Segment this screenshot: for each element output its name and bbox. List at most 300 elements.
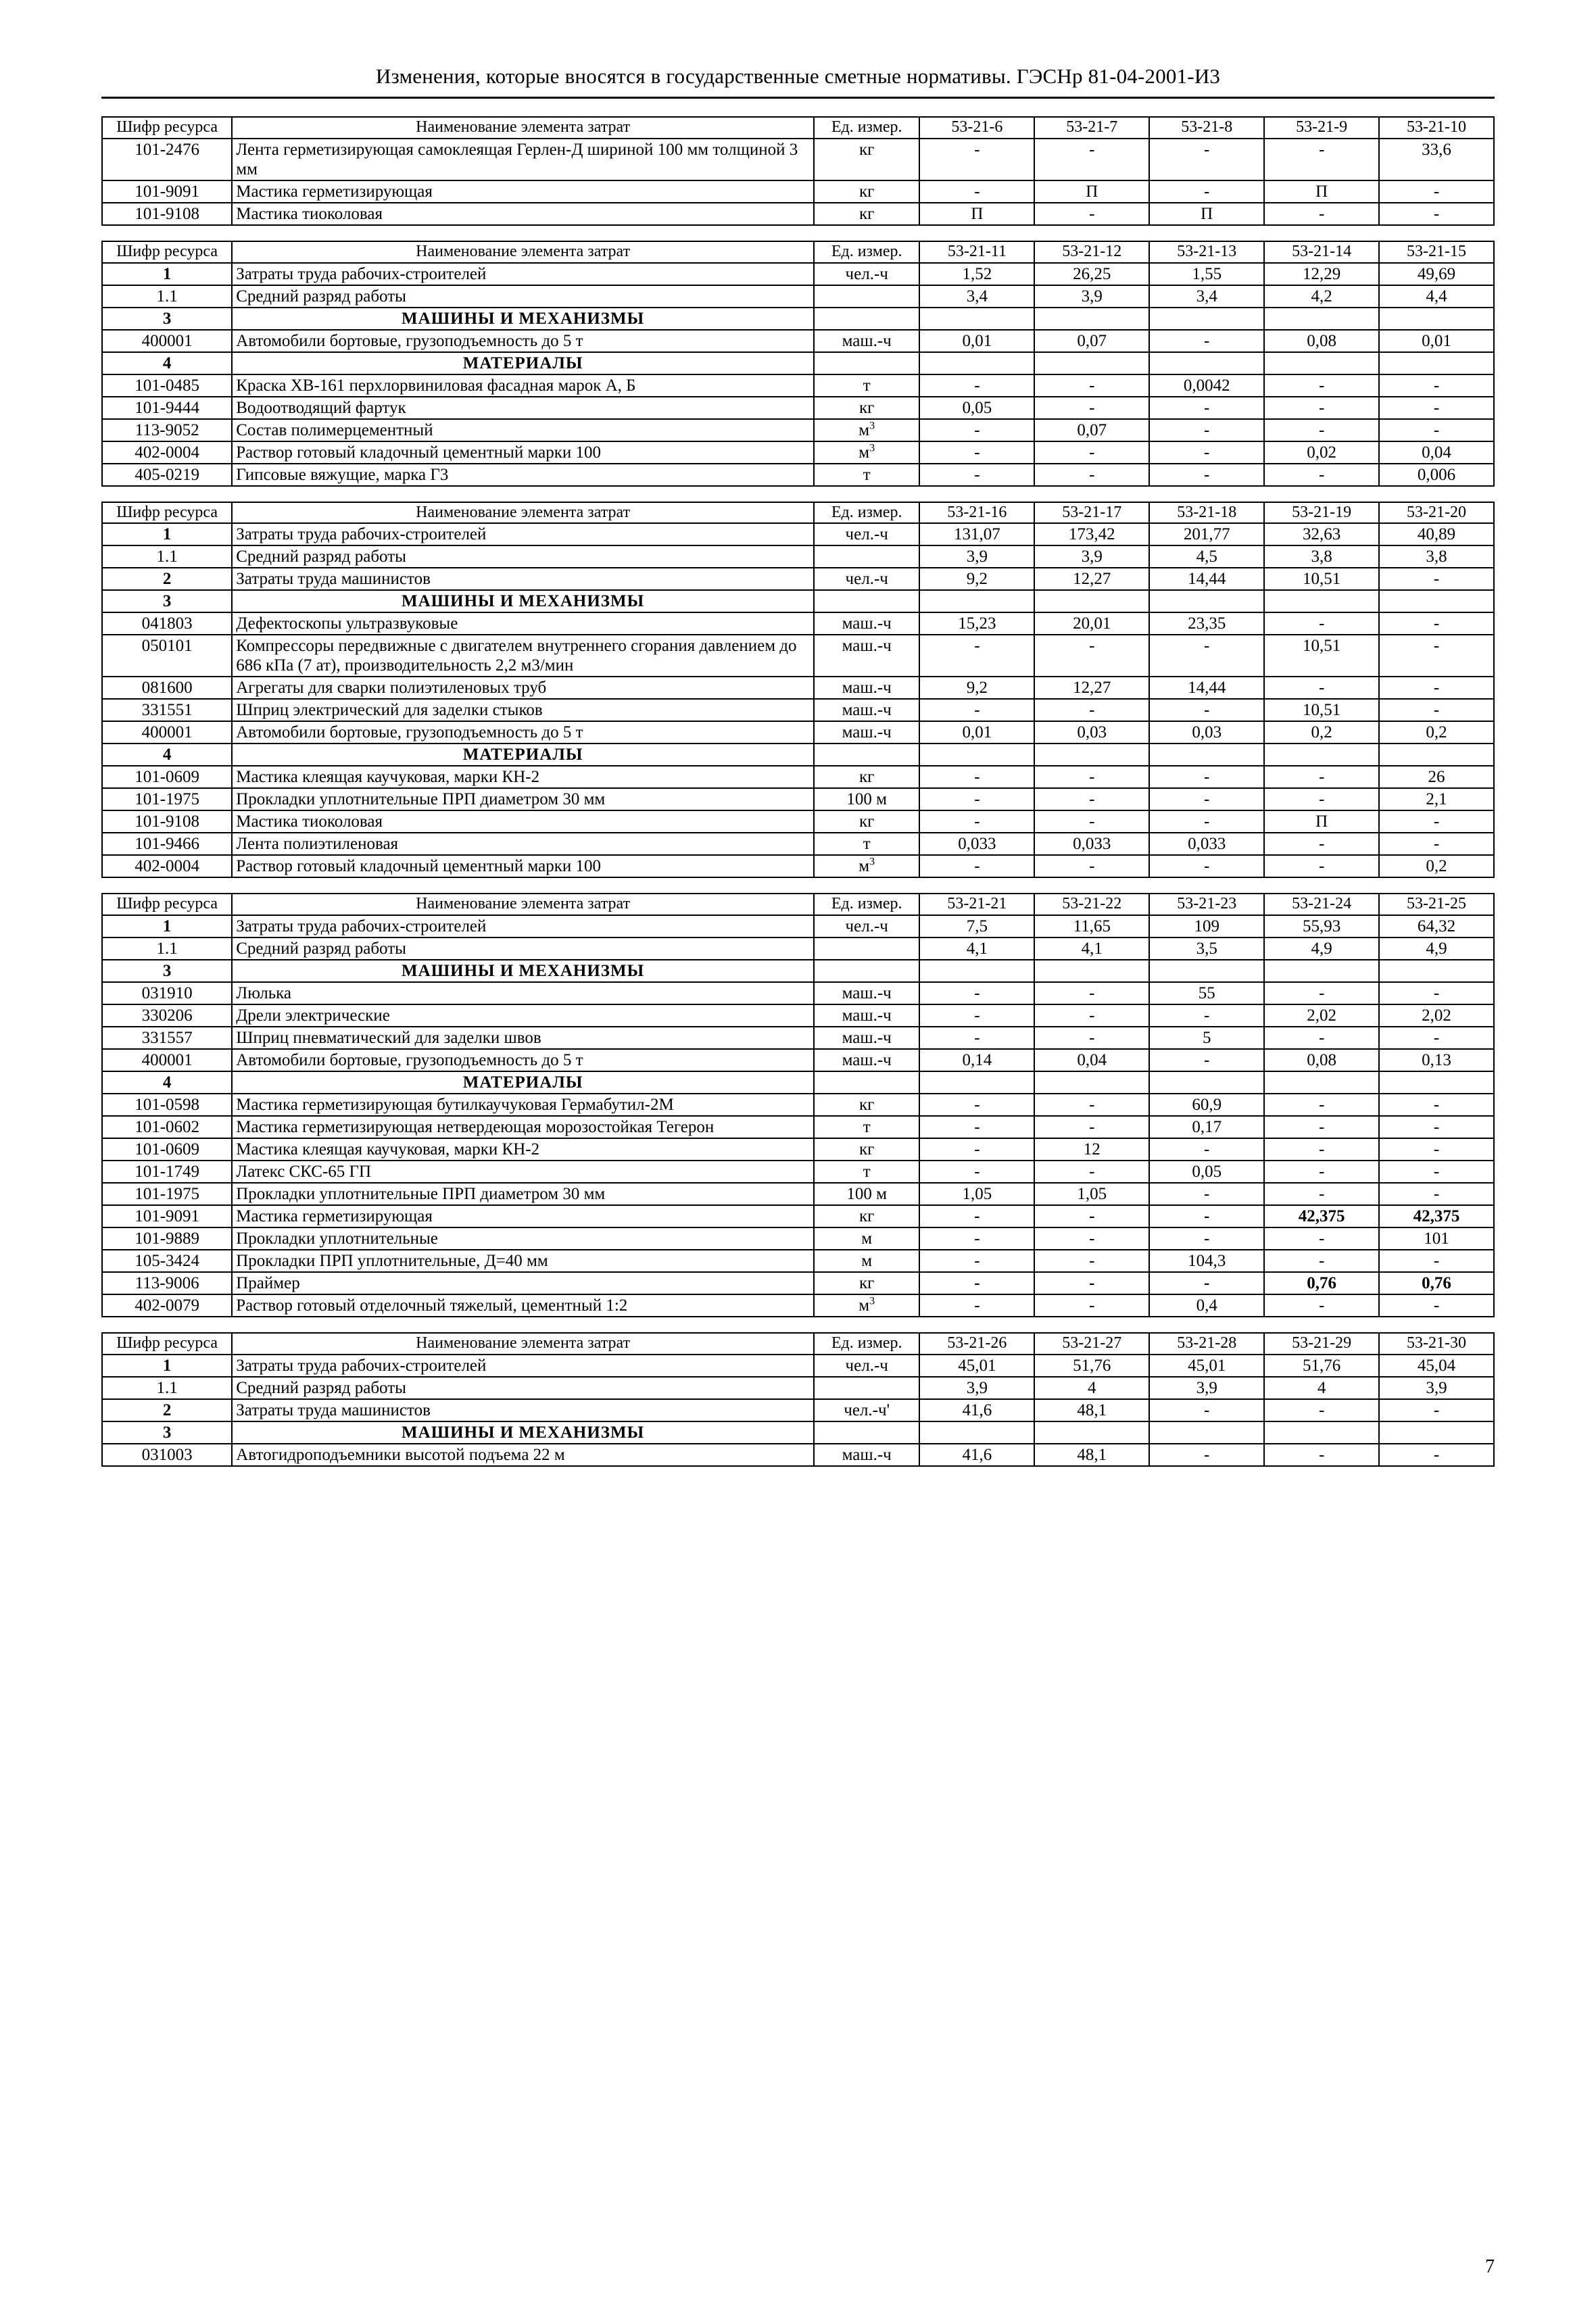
cell-value: 0,4: [1149, 1294, 1264, 1317]
cell-resource-name: Затраты труда рабочих-строителей: [232, 915, 814, 937]
cell-value: -: [1379, 833, 1494, 855]
cell-value: 0,08: [1264, 1049, 1379, 1071]
table-row: [102, 374, 1494, 397]
cell-value: 15,23: [919, 612, 1034, 635]
cell-resource-name: Автомобили бортовые, грузоподъемность до 5 т: [232, 721, 814, 744]
cell-resource-code: 402-0004: [102, 855, 232, 877]
cell-value: 45,01: [1149, 1355, 1264, 1377]
cell-value: 0,2: [1379, 855, 1494, 877]
cell-value: 64,32: [1379, 915, 1494, 937]
cell-resource-code: 1: [102, 915, 232, 937]
table-row: [102, 419, 1494, 441]
cell-value: -: [919, 788, 1034, 810]
cell-value: -: [1149, 1138, 1264, 1161]
cell-value: 0,03: [1149, 721, 1264, 744]
cell-resource-name: Дрели электрические: [232, 1004, 814, 1027]
cell-value: 173,42: [1034, 523, 1149, 545]
cell-resource-name: Лента герметизирующая самоклеящая Герлен-Д шириной 100 мм толщиной 3 мм: [232, 139, 814, 180]
cell-value: 109: [1149, 915, 1264, 937]
cell-value: 4,1: [1034, 937, 1149, 960]
table-row: [102, 1094, 1494, 1116]
cell-value: -: [1264, 1138, 1379, 1161]
cell-value: [1034, 1421, 1149, 1444]
cell-unit: маш.-ч: [814, 1004, 919, 1027]
cell-value: 33,6: [1379, 139, 1494, 180]
cell-resource-name: Затраты труда рабочих-строителей: [232, 523, 814, 545]
cell-resource-code: 101-9466: [102, 833, 232, 855]
cell-resource-code: 101-0609: [102, 1138, 232, 1161]
cell-value: [1264, 308, 1379, 330]
table-row: [102, 635, 1494, 677]
cell-resource-name: Латекс СКС-65 ГП: [232, 1161, 814, 1183]
column-header-unit: Ед. измер.: [814, 117, 919, 139]
cell-resource-code: 330206: [102, 1004, 232, 1027]
cell-unit: [814, 545, 919, 568]
cell-value: 0,07: [1034, 419, 1149, 441]
cell-value: 0,17: [1149, 1116, 1264, 1138]
table-row: [102, 1272, 1494, 1294]
cell-resource-code: 2: [102, 568, 232, 590]
cell-value: -: [1379, 1444, 1494, 1466]
cell-value: -: [1034, 766, 1149, 788]
cell-resource-code: 331557: [102, 1027, 232, 1049]
column-header-norm: 53-21-12: [1034, 241, 1149, 263]
cell-value: [1149, 960, 1264, 982]
cell-resource-code: 101-9108: [102, 810, 232, 833]
cell-resource-code: 3: [102, 590, 232, 612]
cell-value: -: [1379, 612, 1494, 635]
cell-resource-name: Прокладки ПРП уплотнительные, Д=40 мм: [232, 1250, 814, 1272]
cell-resource-name: Шприц электрический для заделки стыков: [232, 699, 814, 721]
cell-value: 0,13: [1379, 1049, 1494, 1071]
cell-value: 3,9: [1149, 1377, 1264, 1399]
cell-value: -: [1264, 1116, 1379, 1138]
table-row: [102, 1116, 1494, 1138]
table-row: [102, 766, 1494, 788]
cell-value: -: [1264, 766, 1379, 788]
cell-value: -: [1379, 1138, 1494, 1161]
cell-value: -: [1034, 1294, 1149, 1317]
cell-resource-code: 4: [102, 744, 232, 766]
cell-value: 9,2: [919, 568, 1034, 590]
table-row: [102, 915, 1494, 937]
cell-value: 1,55: [1149, 263, 1264, 285]
cell-value: 45,01: [919, 1355, 1034, 1377]
table-row: [102, 721, 1494, 744]
cell-value: [1149, 744, 1264, 766]
cell-unit: т: [814, 374, 919, 397]
column-header-unit: Ед. измер.: [814, 241, 919, 263]
cell-section-title: МАШИНЫ И МЕХАНИЗМЫ: [232, 1421, 814, 1444]
cell-value: -: [1264, 1294, 1379, 1317]
cell-resource-code: 402-0079: [102, 1294, 232, 1317]
cell-value: -: [1034, 1227, 1149, 1250]
cell-value: [1264, 960, 1379, 982]
cell-resource-code: 041803: [102, 612, 232, 635]
resource-table: [101, 241, 1495, 487]
cell-resource-name: Прокладки уплотнительные ПРП диаметром 30 мм: [232, 788, 814, 810]
cell-value: -: [1149, 180, 1264, 203]
cell-unit: [814, 1377, 919, 1399]
table-row: [102, 464, 1494, 486]
table-row: [102, 180, 1494, 203]
cell-value: -: [919, 1116, 1034, 1138]
table-header-row: [102, 502, 1494, 524]
column-header-norm: 53-21-6: [919, 117, 1034, 139]
table-row: [102, 523, 1494, 545]
cell-value: -: [1034, 1116, 1149, 1138]
table-row: [102, 397, 1494, 419]
cell-value: -: [1034, 1272, 1149, 1294]
column-header-norm: 53-21-27: [1034, 1333, 1149, 1355]
cell-resource-name: Мастика тиоколовая: [232, 810, 814, 833]
cell-resource-code: 113-9052: [102, 419, 232, 441]
cell-resource-name: Средний разряд работы: [232, 937, 814, 960]
column-header-norm: 53-21-16: [919, 502, 1034, 524]
cell-resource-name: Средний разряд работы: [232, 545, 814, 568]
cell-value: 3,9: [919, 545, 1034, 568]
resource-table: [101, 1332, 1495, 1467]
column-header-norm: 53-21-28: [1149, 1333, 1264, 1355]
cell-value: -: [1379, 982, 1494, 1004]
cell-value: -: [1034, 810, 1149, 833]
cell-value: -: [1149, 1004, 1264, 1027]
cell-value: 0,01: [1379, 330, 1494, 352]
cell-value: 0,01: [919, 330, 1034, 352]
column-header-norm: 53-21-17: [1034, 502, 1149, 524]
table-row: [102, 285, 1494, 308]
cell-resource-code: 2: [102, 1399, 232, 1421]
cell-resource-name: Мастика герметизирующая: [232, 1205, 814, 1227]
column-header-norm: 53-21-30: [1379, 1333, 1494, 1355]
table-row: [102, 699, 1494, 721]
table-header-row: [102, 1333, 1494, 1355]
cell-value: 14,44: [1149, 677, 1264, 699]
cell-section-title: МАТЕРИАЛЫ: [232, 352, 814, 374]
cell-resource-name: Затраты труда рабочих-строителей: [232, 1355, 814, 1377]
cell-unit: маш.-ч: [814, 635, 919, 677]
cell-unit: [814, 1421, 919, 1444]
cell-value: 10,51: [1264, 699, 1379, 721]
cell-value: 26: [1379, 766, 1494, 788]
table-row: [102, 1138, 1494, 1161]
resource-table: [101, 502, 1495, 879]
column-header-norm: 53-21-24: [1264, 894, 1379, 915]
cell-unit: [814, 744, 919, 766]
cell-value: -: [1264, 1161, 1379, 1183]
cell-value: 12,27: [1034, 677, 1149, 699]
column-header-unit: Ед. измер.: [814, 894, 919, 915]
cell-value: -: [919, 635, 1034, 677]
cell-unit: $м^3$: [814, 855, 919, 877]
cell-resource-name: Затраты труда машинистов: [232, 1399, 814, 1421]
cell-resource-code: 1.1: [102, 545, 232, 568]
cell-value: 0,033: [1149, 833, 1264, 855]
cell-value: 0,2: [1264, 721, 1379, 744]
cell-unit: [814, 937, 919, 960]
cell-resource-code: 101-1975: [102, 788, 232, 810]
cell-value: П: [1149, 203, 1264, 225]
cell-value: [1264, 1421, 1379, 1444]
cell-value: [1264, 1071, 1379, 1094]
cell-value: 7,5: [919, 915, 1034, 937]
cell-unit: кг: [814, 139, 919, 180]
cell-value: -: [919, 139, 1034, 180]
cell-value: -: [919, 982, 1034, 1004]
cell-value: 41,6: [919, 1444, 1034, 1466]
table-row: [102, 1027, 1494, 1049]
table-row: [102, 568, 1494, 590]
cell-value: 12: [1034, 1138, 1149, 1161]
cell-value: 3,5: [1149, 937, 1264, 960]
cell-resource-name: Автогидроподъемники высотой подъема 22 м: [232, 1444, 814, 1466]
header-divider: [101, 97, 1495, 99]
cell-value: 10,51: [1264, 635, 1379, 677]
cell-resource-name: Автомобили бортовые, грузоподъемность до 5 т: [232, 330, 814, 352]
cell-value: 0,02: [1264, 441, 1379, 464]
cell-resource-name: Затраты труда рабочих-строителей: [232, 263, 814, 285]
cell-value: 0,033: [919, 833, 1034, 855]
table-row: [102, 139, 1494, 180]
cell-unit: кг: [814, 1094, 919, 1116]
cell-value: 0,14: [919, 1049, 1034, 1071]
cell-value: [1264, 744, 1379, 766]
table-row: [102, 1049, 1494, 1071]
cell-resource-code: 3: [102, 308, 232, 330]
cell-value: 4,9: [1264, 937, 1379, 960]
cell-unit: [814, 352, 919, 374]
cell-value: -: [1379, 1161, 1494, 1183]
cell-value: -: [919, 374, 1034, 397]
cell-value: -: [1379, 635, 1494, 677]
cell-value: -: [1379, 1094, 1494, 1116]
cell-value: -: [919, 1205, 1034, 1227]
cell-value: -: [1034, 1250, 1149, 1272]
cell-value: -: [1379, 1183, 1494, 1205]
cell-value: -: [1264, 1027, 1379, 1049]
column-header-norm: 53-21-29: [1264, 1333, 1379, 1355]
cell-value: [919, 352, 1034, 374]
cell-unit: [814, 308, 919, 330]
cell-resource-code: 101-1975: [102, 1183, 232, 1205]
cell-resource-code: 081600: [102, 677, 232, 699]
cell-unit: кг: [814, 203, 919, 225]
cell-value: 0,76: [1379, 1272, 1494, 1294]
cell-value: -: [1264, 1183, 1379, 1205]
cell-value: 3,4: [919, 285, 1034, 308]
cell-unit: кг: [814, 810, 919, 833]
cell-value: П: [1264, 180, 1379, 203]
cell-value: 32,63: [1264, 523, 1379, 545]
cell-unit: $м^3$: [814, 419, 919, 441]
cell-value: 11,65: [1034, 915, 1149, 937]
cell-value: -: [1264, 788, 1379, 810]
cell-value: 0,2: [1379, 721, 1494, 744]
cell-resource-name: Агрегаты для сварки полиэтиленовых труб: [232, 677, 814, 699]
cell-resource-code: 331551: [102, 699, 232, 721]
cell-value: [1379, 1071, 1494, 1094]
cell-value: -: [919, 1161, 1034, 1183]
cell-value: -: [919, 1004, 1034, 1027]
cell-resource-code: 101-1749: [102, 1161, 232, 1183]
cell-resource-name: Лента полиэтиленовая: [232, 833, 814, 855]
column-header-name: Наименование элемента затрат: [232, 502, 814, 524]
cell-value: 41,6: [919, 1399, 1034, 1421]
table-row: [102, 1227, 1494, 1250]
cell-value: -: [1379, 419, 1494, 441]
cell-value: [1034, 352, 1149, 374]
cell-value: 201,77: [1149, 523, 1264, 545]
cell-unit: т: [814, 1116, 919, 1138]
cell-value: 3,4: [1149, 285, 1264, 308]
cell-resource-code: 402-0004: [102, 441, 232, 464]
cell-value: [1379, 308, 1494, 330]
cell-value: -: [1264, 1094, 1379, 1116]
column-header-code: Шифр ресурса: [102, 117, 232, 139]
cell-value: 12,29: [1264, 263, 1379, 285]
cell-resource-code: 1.1: [102, 1377, 232, 1399]
cell-value: -: [1379, 1399, 1494, 1421]
cell-value: -: [1264, 1227, 1379, 1250]
cell-resource-code: 101-9889: [102, 1227, 232, 1250]
column-header-code: Шифр ресурса: [102, 894, 232, 915]
cell-unit: кг: [814, 1205, 919, 1227]
column-header-unit: Ед. измер.: [814, 1333, 919, 1355]
cell-value: [1034, 1071, 1149, 1094]
cell-value: 101: [1379, 1227, 1494, 1250]
cell-value: 26,25: [1034, 263, 1149, 285]
cell-value: -: [919, 1250, 1034, 1272]
cell-unit: маш.-ч: [814, 612, 919, 635]
cell-value: 23,35: [1149, 612, 1264, 635]
cell-resource-code: 400001: [102, 330, 232, 352]
cell-value: 60,9: [1149, 1094, 1264, 1116]
cell-value: -: [1149, 139, 1264, 180]
column-header-code: Шифр ресурса: [102, 241, 232, 263]
cell-value: 0,05: [919, 397, 1034, 419]
cell-unit: чел.-ч: [814, 915, 919, 937]
cell-value: -: [1379, 203, 1494, 225]
cell-resource-name: Раствор готовый кладочный цементный марки 100: [232, 441, 814, 464]
cell-resource-name: Прокладки уплотнительные: [232, 1227, 814, 1250]
cell-value: -: [1034, 699, 1149, 721]
table-row: [102, 1444, 1494, 1466]
cell-resource-code: 105-3424: [102, 1250, 232, 1272]
cell-value: 12,27: [1034, 568, 1149, 590]
cell-resource-code: 4: [102, 1071, 232, 1094]
cell-value: -: [1379, 374, 1494, 397]
table-row: [102, 810, 1494, 833]
cell-value: 1,05: [919, 1183, 1034, 1205]
column-header-norm: 53-21-19: [1264, 502, 1379, 524]
cell-value: П: [919, 203, 1034, 225]
cell-resource-code: 101-0602: [102, 1116, 232, 1138]
cell-value: -: [1379, 568, 1494, 590]
cell-value: [919, 744, 1034, 766]
column-header-norm: 53-21-22: [1034, 894, 1149, 915]
cell-value: -: [919, 810, 1034, 833]
cell-resource-code: 031003: [102, 1444, 232, 1466]
cell-value: -: [1379, 1027, 1494, 1049]
cell-unit: [814, 285, 919, 308]
cell-unit: маш.-ч: [814, 1444, 919, 1466]
cell-unit: кг: [814, 1272, 919, 1294]
cell-value: -: [1034, 1161, 1149, 1183]
cell-value: -: [1149, 788, 1264, 810]
cell-value: -: [1264, 612, 1379, 635]
table-row: [102, 441, 1494, 464]
cell-value: 2,02: [1379, 1004, 1494, 1027]
cell-value: 4,9: [1379, 937, 1494, 960]
cell-resource-code: 3: [102, 1421, 232, 1444]
cell-unit: т: [814, 833, 919, 855]
cell-resource-name: Водоотводящий фартук: [232, 397, 814, 419]
table-row: [102, 1161, 1494, 1183]
cell-value: [1379, 352, 1494, 374]
cell-resource-name: Мастика клеящая каучуковая, марки КН-2: [232, 1138, 814, 1161]
cell-value: 45,04: [1379, 1355, 1494, 1377]
cell-value: -: [1149, 1227, 1264, 1250]
cell-value: 0,01: [919, 721, 1034, 744]
cell-resource-name: Средний разряд работы: [232, 285, 814, 308]
cell-unit: маш.-ч: [814, 721, 919, 744]
cell-value: 0,04: [1034, 1049, 1149, 1071]
cell-resource-name: Мастика герметизирующая нетвердеющая морозостойкая Тегерон: [232, 1116, 814, 1138]
table-row: [102, 612, 1494, 635]
column-header-norm: 53-21-10: [1379, 117, 1494, 139]
cell-resource-code: 1: [102, 1355, 232, 1377]
cell-resource-name: Состав полимерцементный: [232, 419, 814, 441]
cell-value: -: [919, 766, 1034, 788]
cell-value: 3,9: [1379, 1377, 1494, 1399]
cell-value: -: [1034, 397, 1149, 419]
cell-value: П: [1034, 180, 1149, 203]
cell-resource-code: 101-9091: [102, 180, 232, 203]
cell-value: -: [1379, 1116, 1494, 1138]
cell-value: 4,2: [1264, 285, 1379, 308]
cell-value: -: [1034, 982, 1149, 1004]
cell-resource-code: 1.1: [102, 285, 232, 308]
cell-unit: маш.-ч: [814, 1049, 919, 1071]
cell-value: 3,9: [919, 1377, 1034, 1399]
cell-section-title: МАШИНЫ И МЕХАНИЗМЫ: [232, 308, 814, 330]
column-header-code: Шифр ресурса: [102, 1333, 232, 1355]
table-header-row: [102, 241, 1494, 263]
cell-resource-code: 101-2476: [102, 139, 232, 180]
cell-value: [1149, 1421, 1264, 1444]
column-header-unit: Ед. измер.: [814, 502, 919, 524]
cell-value: -: [1149, 810, 1264, 833]
cell-resource-name: Раствор готовый кладочный цементный марки 100: [232, 855, 814, 877]
cell-value: -: [1264, 397, 1379, 419]
table-row: [102, 788, 1494, 810]
cell-value: -: [919, 180, 1034, 203]
column-header-norm: 53-21-26: [919, 1333, 1034, 1355]
cell-value: -: [1034, 635, 1149, 677]
table-row: [102, 263, 1494, 285]
cell-value: [1034, 308, 1149, 330]
table-row: [102, 982, 1494, 1004]
table-row: [102, 1071, 1494, 1094]
cell-value: -: [1034, 139, 1149, 180]
cell-value: [1149, 308, 1264, 330]
cell-value: [1149, 590, 1264, 612]
cell-value: 0,76: [1264, 1272, 1379, 1294]
table-row: [102, 677, 1494, 699]
cell-section-title: МАШИНЫ И МЕХАНИЗМЫ: [232, 960, 814, 982]
table-row: [102, 744, 1494, 766]
table-row: [102, 855, 1494, 877]
